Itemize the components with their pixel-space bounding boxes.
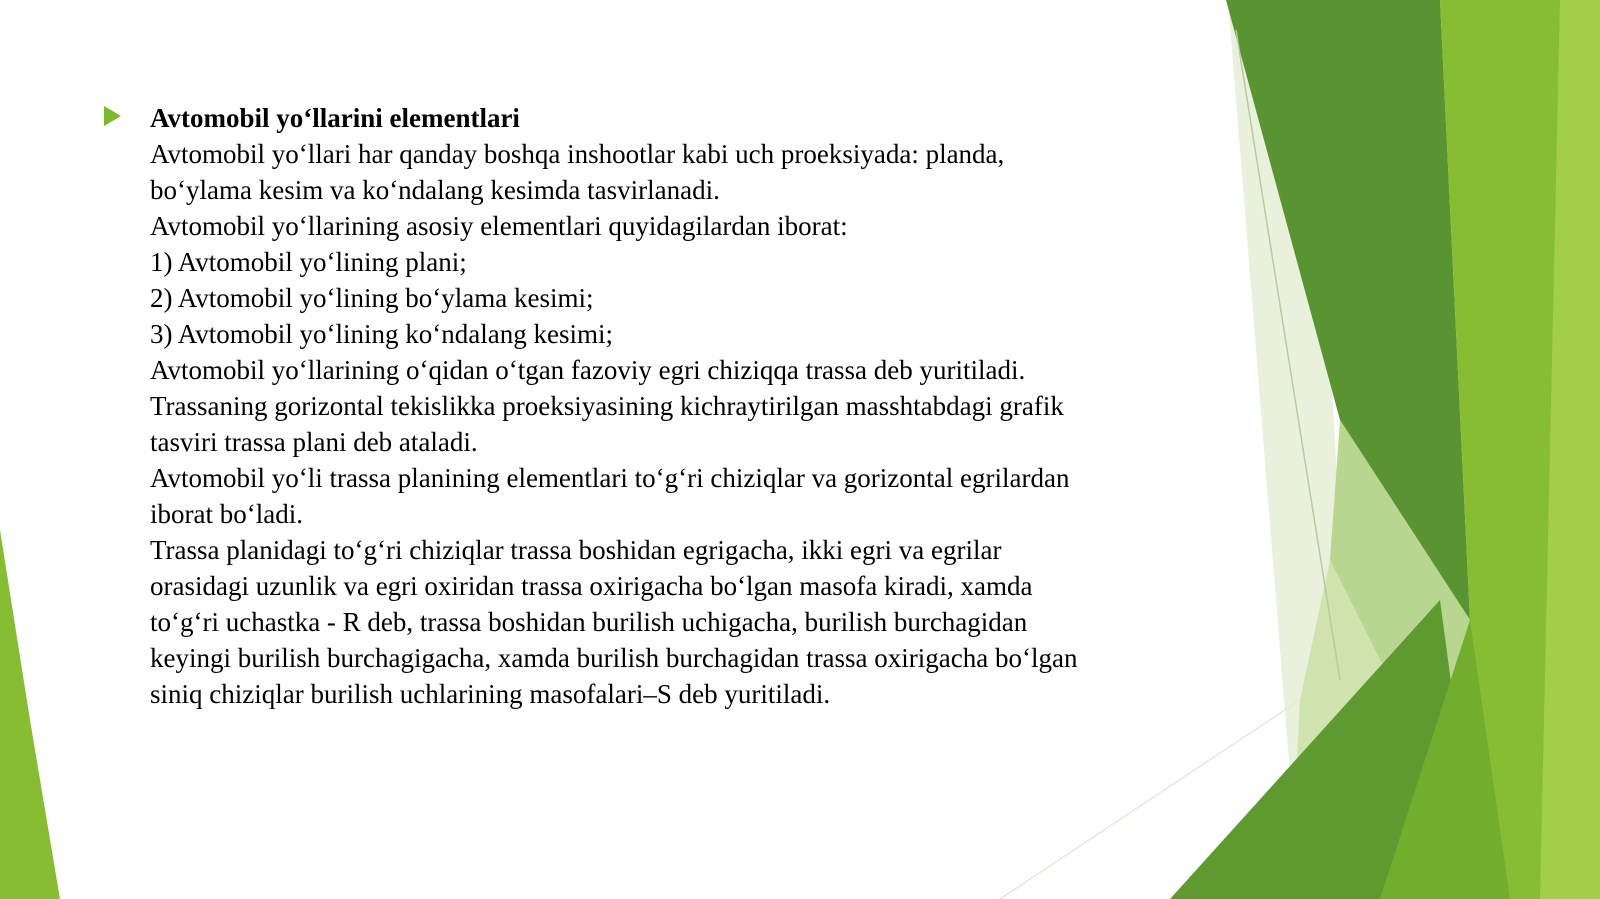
triangle-bullet-icon <box>104 106 121 126</box>
paragraph: Avtomobil yo‘li trassa planining elementlari to‘g‘ri chiziqlar va gorizontal egrilardan iborat bo‘ladi. <box>150 463 1070 529</box>
list-item: 1) Avtomobil yo‘lining plani; <box>150 247 467 277</box>
paragraph: Avtomobil yo‘llari har qanday boshqa inshootlar kabi uch proeksiyada: planda, bo‘ylama kesim va ko‘ndalang kesimda tasvirlanadi. <box>150 139 1005 205</box>
list-item: 2) Avtomobil yo‘lining bo‘ylama kesimi; <box>150 283 594 313</box>
slide-content <box>104 100 1204 712</box>
list-item: 3) Avtomobil yo‘lining ko‘ndalang kesimi; <box>150 319 613 349</box>
paragraph: Avtomobil yo‘llarining asosiy elementlari quyidagilardan iborat: <box>150 211 848 241</box>
facet-left-bottom <box>0 530 60 899</box>
paragraph: Trassa planidagi to‘g‘ri chiziqlar trassa boshidan egrigacha, ikki egri va egrilar orasidagi uzunlik va egri oxiridan trassa oxirigacha bo‘lgan masofa kiradi, xamda to‘g‘ri uchastka - R deb, trassa boshidan burilish uchigacha, burilish burchagidan keyingi burilish burchagigacha, xamda burilish burchagidan trassa oxirigacha bo‘lgan siniq chiziqlar burilish uchlarining masofalari–S deb yuritiladi. <box>150 535 1078 709</box>
paragraph: Avtomobil yo‘llarining o‘qidan o‘tgan fazoviy egri chiziqqa trassa deb yuritiladi. Trassaning gorizontal tekislikka proeksiyasining kichraytirilgan masshtabdagi grafik tasviri trassa plani deb ataladi. <box>150 355 1064 457</box>
slide-heading: Avtomobil yo‘llarini elementlari <box>150 103 520 133</box>
body-text <box>150 100 1204 712</box>
